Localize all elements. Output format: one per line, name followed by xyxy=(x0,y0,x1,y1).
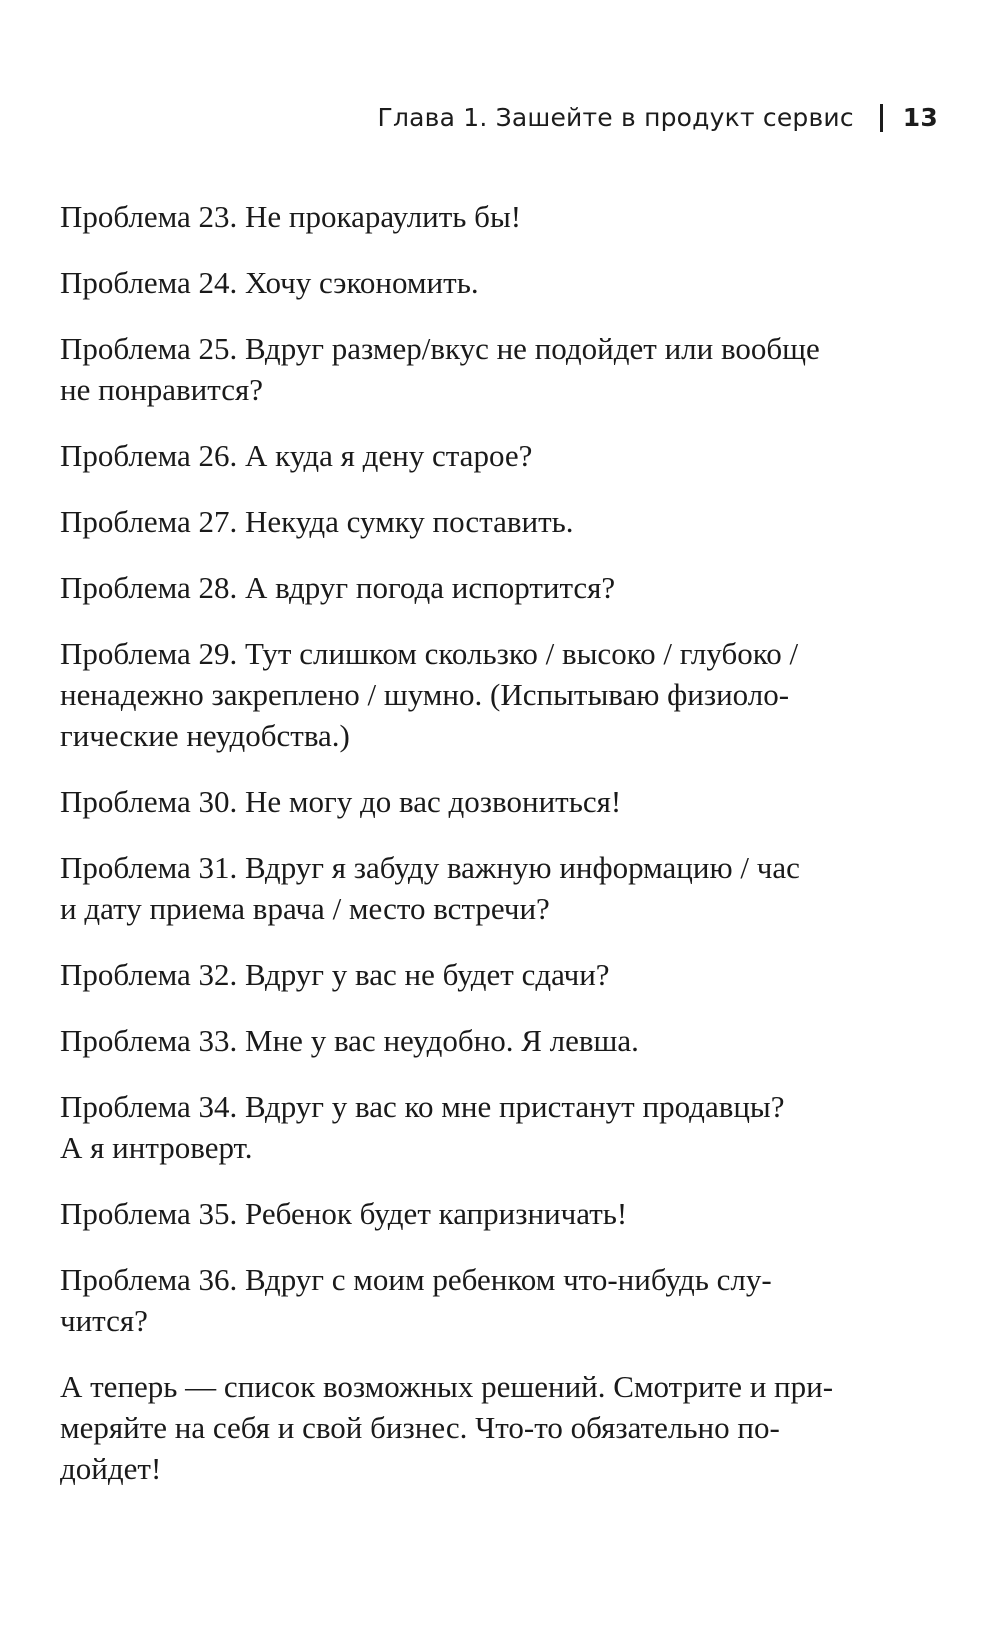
paragraph xyxy=(60,501,900,542)
text-line: Проблема 36. Вдруг с моим ребенком что-нибудь слу- xyxy=(60,1262,772,1297)
paragraph xyxy=(60,1086,900,1168)
running-header xyxy=(378,103,939,132)
paragraph xyxy=(60,1020,900,1061)
paragraph xyxy=(60,196,900,237)
paragraph xyxy=(60,781,900,822)
paragraph xyxy=(60,567,900,608)
text-line: Проблема 33. Мне у вас неудобно. Я левша. xyxy=(60,1023,639,1058)
paragraph xyxy=(60,328,900,410)
paragraph xyxy=(60,1366,900,1489)
text-line: меряйте на себя и свой бизнес. Что-то обязательно по- xyxy=(60,1410,780,1445)
page-number: 13 xyxy=(902,103,938,132)
header-separator xyxy=(880,104,883,132)
text-line: и дату приема врача / место встречи? xyxy=(60,891,550,926)
text-line: Проблема 28. А вдруг погода испортится? xyxy=(60,570,616,605)
text-line: Проблема 32. Вдруг у вас не будет сдачи? xyxy=(60,957,610,992)
text-line: ненадежно закреплено / шумно. (Испытываю физиоло- xyxy=(60,677,790,712)
text-line: Проблема 31. Вдруг я забуду важную информацию / час xyxy=(60,850,800,885)
text-line: Проблема 34. Вдруг у вас ко мне пристанут продавцы? xyxy=(60,1089,785,1124)
text-line: Проблема 26. А куда я дену старое? xyxy=(60,438,533,473)
paragraph xyxy=(60,633,900,756)
text-line: Проблема 35. Ребенок будет капризничать! xyxy=(60,1196,628,1231)
paragraph xyxy=(60,1193,900,1234)
paragraph xyxy=(60,1259,900,1341)
text-line: Проблема 30. Не могу до вас дозвониться! xyxy=(60,784,622,819)
text-line: Проблема 25. Вдруг размер/вкус не подойдет или вообще xyxy=(60,331,820,366)
text-line: Проблема 27. Некуда сумку поставить. xyxy=(60,504,574,539)
text-line: Проблема 29. Тут слишком скользко / высоко / глубоко / xyxy=(60,636,799,671)
paragraph xyxy=(60,435,900,476)
chapter-title: Глава 1. Зашейте в продукт сервис xyxy=(377,103,854,132)
text-line: гические неудобства.) xyxy=(60,718,350,753)
paragraph xyxy=(60,847,900,929)
body-text xyxy=(60,196,900,1514)
text-line: чится? xyxy=(60,1303,148,1338)
paragraph xyxy=(60,954,900,995)
paragraph xyxy=(60,262,900,303)
text-line: А теперь — список возможных решений. Смотрите и при- xyxy=(60,1369,834,1404)
text-line: А я интроверт. xyxy=(60,1130,253,1165)
text-line: дойдет! xyxy=(60,1451,162,1486)
text-line: Проблема 24. Хочу сэкономить. xyxy=(60,265,479,300)
text-line: Проблема 23. Не прокараулить бы! xyxy=(60,199,522,234)
text-line: не понравится? xyxy=(60,372,263,407)
